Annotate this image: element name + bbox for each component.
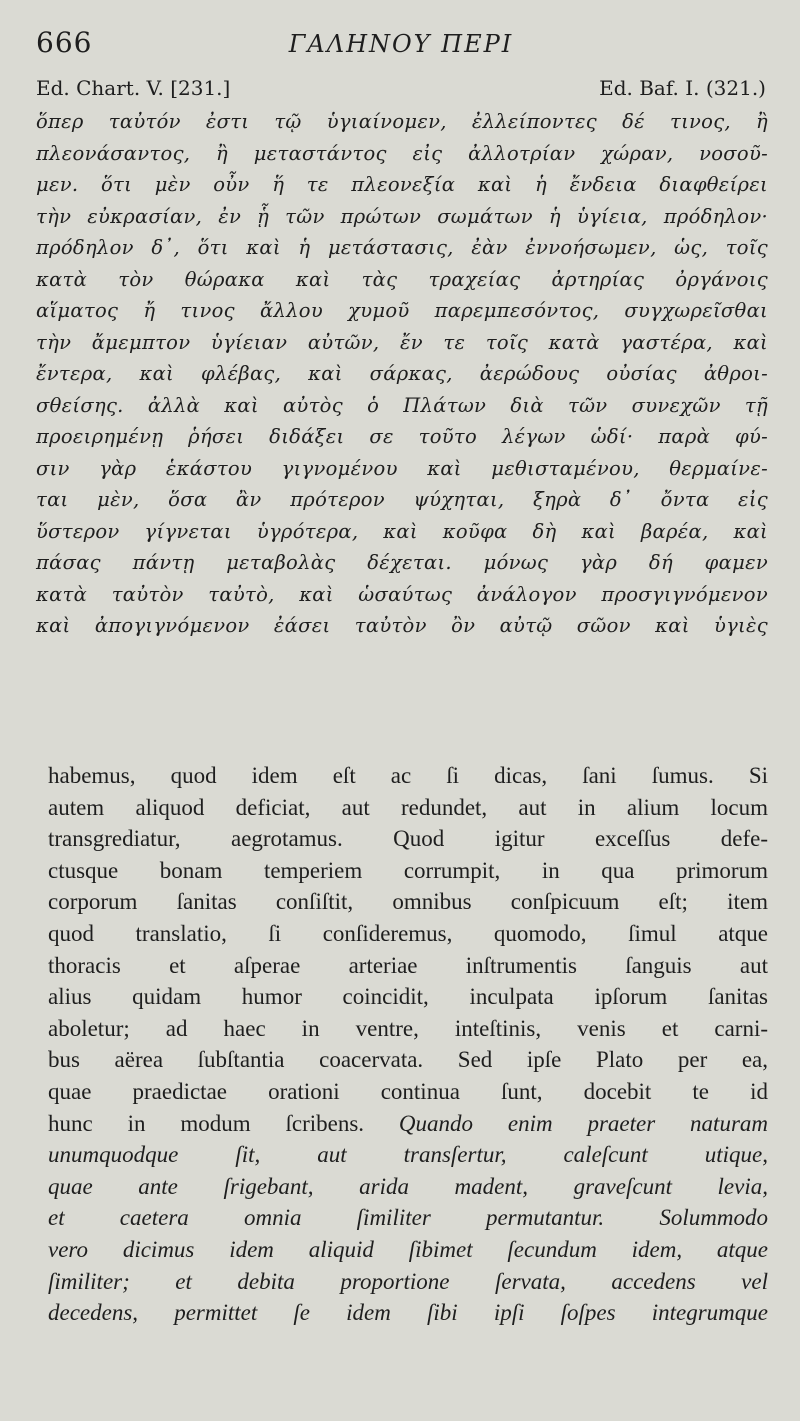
latin-line: hunc in modum ſcribens. Quando enim praeter naturam xyxy=(48,1110,769,1136)
latin-line: corporum ſanitas conſiſtit, omnibus conſpicuum eſt; item xyxy=(48,889,768,915)
latin-line: quae praedictae orationi continua ſunt, docebit te id xyxy=(48,1078,768,1104)
greek-line: πρόδηλον δ᾽, ὅτι καὶ ἡ μετάστασις, ἐὰν ἐννοήσωμεν, ὡς, τοῖς xyxy=(36,236,768,259)
greek-line: τὴν ἄμεμπτον ὑγίειαν αὐτῶν, ἔν τε τοῖς κατὰ γαστέρα, καὶ xyxy=(36,330,768,354)
greek-text-block xyxy=(36,106,768,642)
greek-line: κατὰ τὸν θώρακα καὶ τὰς τραχείας ἀρτηρίας ὀργάνοις xyxy=(36,267,768,291)
greek-line: ὕστερον γίγνεται ὑγρότερα, καὶ κοῦφα δὴ καὶ βαρέα, καὶ xyxy=(36,519,768,543)
latin-line: ctusque bonam temperiem corrumpit, in qua primorum xyxy=(48,857,768,883)
greek-line: μεν. ὅτι μὲν οὖν ἥ τε πλεονεξία καὶ ἡ ἔνδεια διαφθείρει xyxy=(36,173,768,196)
edition-chart-ref: Ed. Chart. V. [231.] xyxy=(36,76,231,100)
greek-line: πάσας πάντῃ μεταβολὰς δέχεται. μόνως γὰρ δή φαμεν xyxy=(36,551,768,574)
latin-line: transgrediatur, aegrotamus. Quod igitur exceſſus defe- xyxy=(48,826,768,852)
page-number: 666 xyxy=(36,26,93,59)
latin-line: et caetera omnia ſimiliter permutantur. Solummodo xyxy=(48,1205,768,1231)
greek-line: ἔντερα, καὶ φλέβας, καὶ σάρκας, ἀερώδους οὐσίας ἀθροι- xyxy=(36,362,768,385)
latin-line: quae ante ſrigebant, arida madent, graveſcunt levia, xyxy=(48,1173,768,1199)
latin-line: unumquodque ſit, aut transſertur, caleſcunt utique, xyxy=(48,1142,768,1168)
edition-basel-ref: Ed. Baf. I. (321.) xyxy=(599,76,766,100)
greek-line: αἵματος ἤ τινος ἄλλου χυμοῦ παρεμπεσόντος, συγχωρεῖσθαι xyxy=(36,299,768,322)
page-header xyxy=(36,26,766,66)
latin-line: habemus, quod idem eſt ac ſi dicas, ſani ſumus. Si xyxy=(48,763,768,788)
latin-line: autem aliquod deficiat, aut redundet, aut in alium locum xyxy=(48,794,768,820)
greek-line: καὶ ἀπογιγνόμενον ἐάσει ταὐτὸν ὂν αὐτῷ σῶον καὶ ὑγιὲς xyxy=(36,614,768,637)
latin-text-block xyxy=(48,760,768,1329)
greek-line: ται μὲν, ὅσα ἂν πρότερον ψύχηται, ξηρὰ δ᾽ ὄντα εἰς xyxy=(36,488,768,511)
running-title: ΓΑΛΗΝΟΥ ΠΕΡΙ xyxy=(288,30,514,58)
latin-line: decedens, permittet ſe idem ſibi ipſi ſoſpes integrumque xyxy=(48,1300,768,1326)
edition-references xyxy=(36,76,766,104)
latin-line: bus aërea ſubſtantia coacervata. Sed ipſe Plato per ea, xyxy=(48,1047,768,1073)
latin-line: aboletur; ad haec in ventre, inteſtinis, venis et carni- xyxy=(48,1015,768,1041)
latin-line: vero dicimus idem aliquid ſibimet ſecundum idem, atque xyxy=(48,1236,768,1262)
greek-line: προειρημένῃ ῥήσει διδάξει σε τοῦτο λέγων ὡδί· παρὰ φύ- xyxy=(36,425,768,448)
latin-line: quod translatio, ſi conſideremus, quomodo, ſimul atque xyxy=(48,920,768,946)
greek-line: τὴν εὐκρασίαν, ἐν ᾗ τῶν πρώτων σωμάτων ἡ ὑγίεια, πρόδηλον· xyxy=(36,204,768,228)
greek-line: πλεονάσαντος, ἢ μεταστάντος εἰς ἀλλοτρίαν χώραν, νοσοῦ- xyxy=(36,141,768,165)
greek-line: ὅπερ ταὐτόν ἐστι τῷ ὑγιαίνομεν, ἐλλείποντες δέ τινος, ἢ xyxy=(36,110,768,133)
latin-line: alius quidam humor coincidit, inculpata ipſorum ſanitas xyxy=(48,984,768,1010)
latin-line: thoracis et aſperae arteriae inſtrumentis ſanguis aut xyxy=(48,952,768,978)
greek-line: κατὰ ταὐτὸν ταὐτὸ, καὶ ὡσαύτως ἀνάλογον προσγιγνόμενον xyxy=(36,582,768,606)
greek-line: σθείσης. ἀλλὰ καὶ αὐτὸς ὁ Πλάτων διὰ τῶν συνεχῶν τῇ xyxy=(36,393,768,417)
latin-line: ſimiliter; et debita proportione ſervata, accedens vel xyxy=(48,1268,768,1294)
greek-line: σιν γὰρ ἑκάστου γιγνομένου καὶ μεθισταμένου, θερμαίνε- xyxy=(36,456,768,480)
